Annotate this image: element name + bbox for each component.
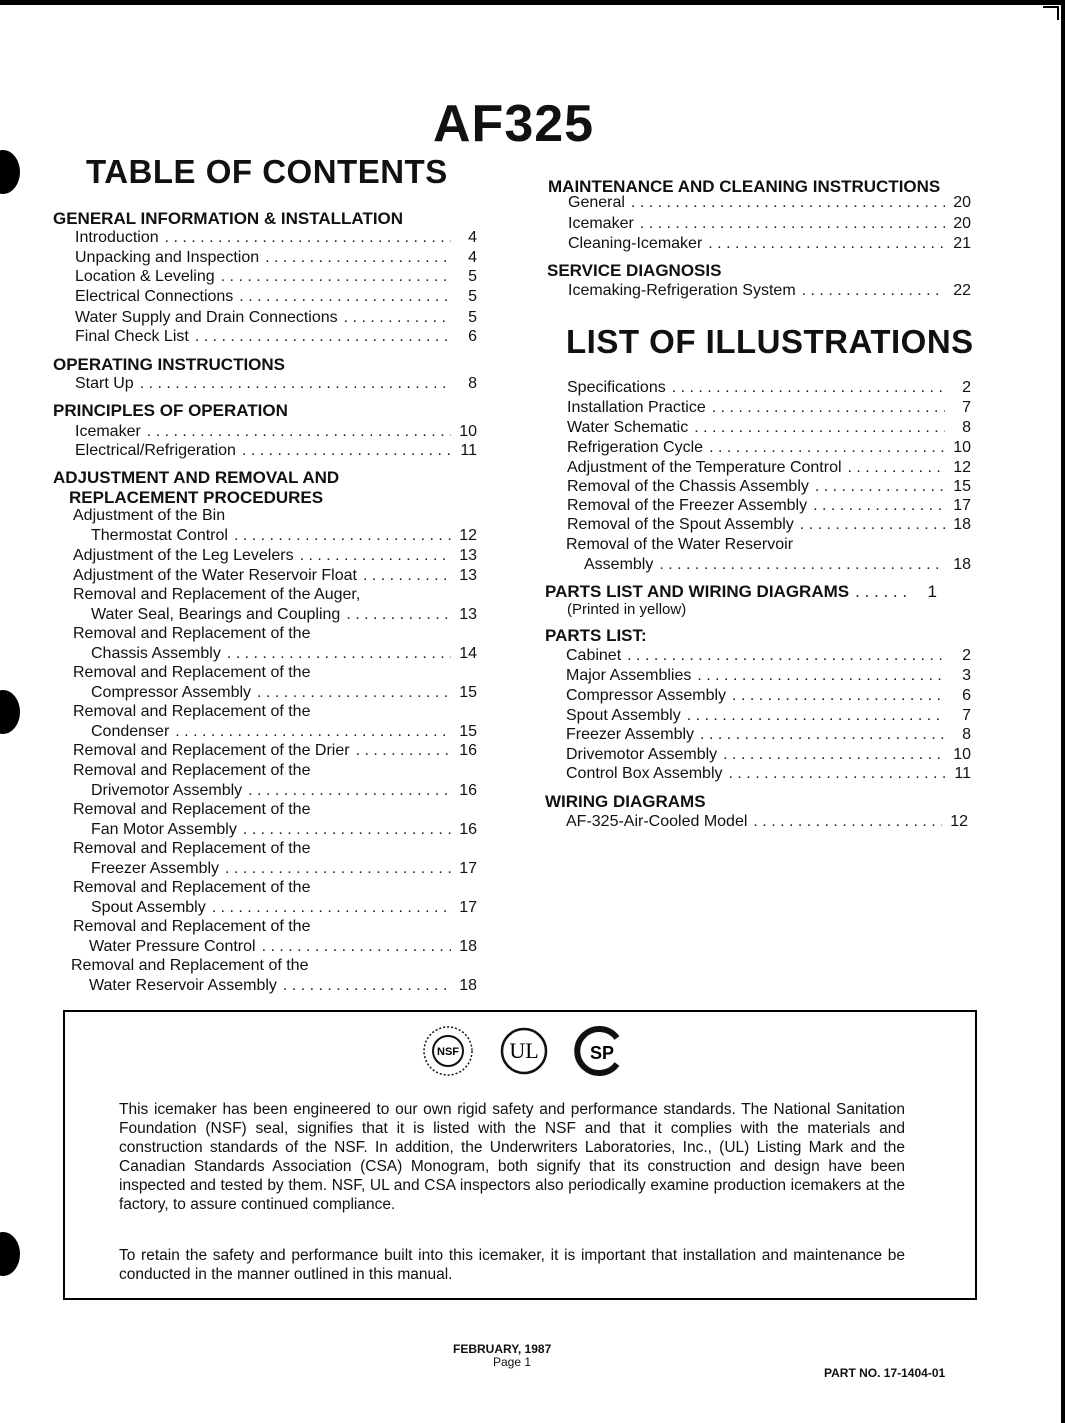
illustration-entry[interactable]: Adjustment of the Temperature Control . . . 12	[567, 459, 971, 479]
toc-entry[interactable]: Final Check List . . . 6	[75, 328, 477, 348]
toc-entry[interactable]: Icemaker . . . 20	[568, 215, 971, 235]
toc-entry[interactable]: Water Seal, Bearings and Coupling . . . 13	[91, 606, 477, 626]
svg-text:UL: UL	[509, 1038, 539, 1063]
toc-entry-line: Removal and Replacement of the	[73, 918, 311, 935]
page-right-edge	[1061, 0, 1065, 1423]
corner-mark	[1043, 6, 1059, 20]
toc-entry[interactable]: Chassis Assembly . . . 14	[91, 645, 477, 665]
toc-entry-line: Removal and Replacement of the	[71, 957, 309, 974]
notice-paragraph: To retain the safety and performance built into this icemaker, it is important that installation and maintenance be conducted in the manner outlined in this manual.	[119, 1247, 905, 1283]
toc-entry[interactable]: Icemaker . . . 10	[75, 423, 477, 443]
toc-entry[interactable]: Condenser . . . 15	[91, 723, 477, 743]
certification-marks	[421, 1024, 627, 1078]
toc-entry-line: Removal and Replacement of the	[73, 625, 311, 642]
toc-entry[interactable]: Water Supply and Drain Connections . . . 5	[75, 309, 477, 329]
toc-title: TABLE OF CONTENTS	[86, 153, 448, 190]
section-heading: ADJUSTMENT AND REMOVAL AND REPLACEMENT PROCEDURES	[53, 468, 340, 507]
illustration-entry[interactable]: Removal of the Spout Assembly . . . 18	[567, 516, 971, 536]
parts-wiring-note: (Printed in yellow)	[567, 601, 687, 618]
toc-entry-line: Removal and Replacement of the	[73, 840, 311, 857]
toc-entry-line: Removal and Replacement of the	[73, 664, 311, 681]
toc-entry[interactable]: Removal and Replacement of the Drier . . . 16	[73, 742, 477, 762]
page-top-edge	[0, 0, 1065, 5]
illustration-entry[interactable]: Removal of the Chassis Assembly . . . 15	[567, 478, 971, 498]
toc-entry[interactable]: Water Reservoir Assembly . . . 18	[89, 977, 477, 997]
toc-entry-line: Removal and Replacement of the Auger,	[73, 586, 361, 603]
parts-entry[interactable]: Major Assemblies . . . 3	[566, 667, 971, 687]
toc-entry[interactable]: Water Pressure Control . . . 18	[89, 938, 477, 958]
toc-entry[interactable]: Adjustment of the Leg Levelers . . . 13	[73, 547, 477, 567]
section-heading: WIRING DIAGRAMS	[545, 792, 706, 811]
model-title: AF325	[433, 95, 595, 153]
toc-entry[interactable]: Introduction . . . 4	[75, 229, 477, 249]
illustration-entry[interactable]: Refrigeration Cycle . . . 10	[567, 439, 971, 459]
illustration-entry-line: Removal of the Water Reservoir	[566, 536, 794, 553]
footer-page-number: Page 1	[493, 1355, 532, 1369]
parts-entry[interactable]: Drivemotor Assembly . . . 10	[566, 746, 971, 766]
svg-text:NSF: NSF	[437, 1046, 459, 1058]
section-heading: SERVICE DIAGNOSIS	[547, 261, 722, 280]
section-heading: MAINTENANCE AND CLEANING INSTRUCTIONS	[548, 177, 941, 196]
punch-hole	[0, 150, 20, 194]
toc-entry[interactable]: Unpacking and Inspection . . . 4	[75, 249, 477, 269]
toc-entry[interactable]: Icemaking-Refrigeration System . . . 22	[568, 282, 971, 302]
toc-entry[interactable]: Location & Leveling . . . 5	[75, 268, 477, 288]
section-heading: GENERAL INFORMATION & INSTALLATION	[53, 209, 404, 228]
toc-entry-line: Removal and Replacement of the	[73, 879, 311, 896]
parts-entry[interactable]: Freezer Assembly . . . 8	[566, 726, 971, 746]
certification-notice	[63, 1010, 977, 1300]
parts-entry[interactable]: Control Box Assembly . . . 11	[566, 765, 971, 785]
toc-entry[interactable]: Drivemotor Assembly . . . 16	[91, 782, 477, 802]
toc-entry[interactable]: Thermostat Control . . . 12	[91, 527, 477, 547]
toc-entry[interactable]: Cleaning-Icemaker . . . 21	[568, 235, 971, 255]
toc-entry[interactable]: Fan Motor Assembly . . . 16	[91, 821, 477, 841]
toc-entry[interactable]: Adjustment of the Water Reservoir Float . . . 13	[73, 567, 477, 587]
csa-mark-icon	[573, 1024, 627, 1078]
toc-entry-line: Removal and Replacement of the	[73, 762, 311, 779]
illustration-entry[interactable]: Specifications . . . 2	[567, 379, 971, 399]
parts-entry[interactable]: Spout Assembly . . . 7	[566, 707, 971, 727]
toc-entry[interactable]: General . . . 20	[568, 194, 971, 214]
illustration-entry[interactable]: Removal of the Freezer Assembly . . . 17	[567, 497, 971, 517]
toc-entry-line: Removal and Replacement of the	[73, 703, 311, 720]
illustration-entry[interactable]: Assembly . . . 18	[584, 556, 971, 576]
toc-entry-line: Adjustment of the Bin	[73, 507, 226, 524]
punch-hole	[0, 690, 20, 734]
svg-text:SP: SP	[589, 1043, 615, 1063]
toc-entry[interactable]: Electrical/Refrigeration . . . 11	[75, 442, 477, 462]
footer-date: FEBRUARY, 1987	[453, 1342, 552, 1356]
ul-mark-icon	[497, 1024, 551, 1078]
parts-entry[interactable]: Compressor Assembly . . . 6	[566, 687, 971, 707]
toc-entry[interactable]: Start Up . . . 8	[75, 375, 477, 395]
illustrations-title: LIST OF ILLUSTRATIONS	[566, 323, 974, 360]
section-heading: PARTS LIST:	[545, 626, 647, 645]
toc-entry[interactable]: Electrical Connections . . . 5	[75, 288, 477, 308]
notice-paragraph: This icemaker has been engineered to our own rigid safety and performance standards. The National Sanitation Foundation (NSF) seal, signifies that it is listed with the NSF and that it complies with the materials and construction standards of the NSF. In addition, the Underwriters Laboratories, Inc., (UL) Listing Mark and the Canadian Standards Association (CSA) Monogram, both signify that its construction and design have been inspected and tested by them. NSF, UL and CSA inspectors also periodically examine production icemakers at the factory, to assure continued compliance.	[119, 1101, 905, 1213]
nsf-seal-icon	[421, 1024, 475, 1078]
toc-entry-line: Removal and Replacement of the	[73, 801, 311, 818]
punch-hole	[0, 1232, 20, 1276]
illustration-entry[interactable]: Installation Practice . . . 7	[567, 399, 971, 419]
toc-entry[interactable]: Freezer Assembly . . . 17	[91, 860, 477, 880]
wiring-entry[interactable]: AF-325-Air-Cooled Model . . . 12	[566, 813, 968, 833]
toc-entry[interactable]: Spout Assembly . . . 17	[91, 899, 477, 919]
section-heading: PRINCIPLES OF OPERATION	[53, 401, 288, 420]
section-heading: OPERATING INSTRUCTIONS	[53, 355, 286, 374]
parts-entry[interactable]: Cabinet . . . 2	[566, 647, 971, 667]
footer-part-number: PART NO. 17-1404-01	[824, 1366, 946, 1380]
illustration-entry[interactable]: Water Schematic . . . 8	[567, 419, 971, 439]
toc-entry[interactable]: Compressor Assembly . . . 15	[91, 684, 477, 704]
parts-wiring-entry[interactable]: PARTS LIST AND WIRING DIAGRAMS . . . 1	[545, 582, 937, 602]
